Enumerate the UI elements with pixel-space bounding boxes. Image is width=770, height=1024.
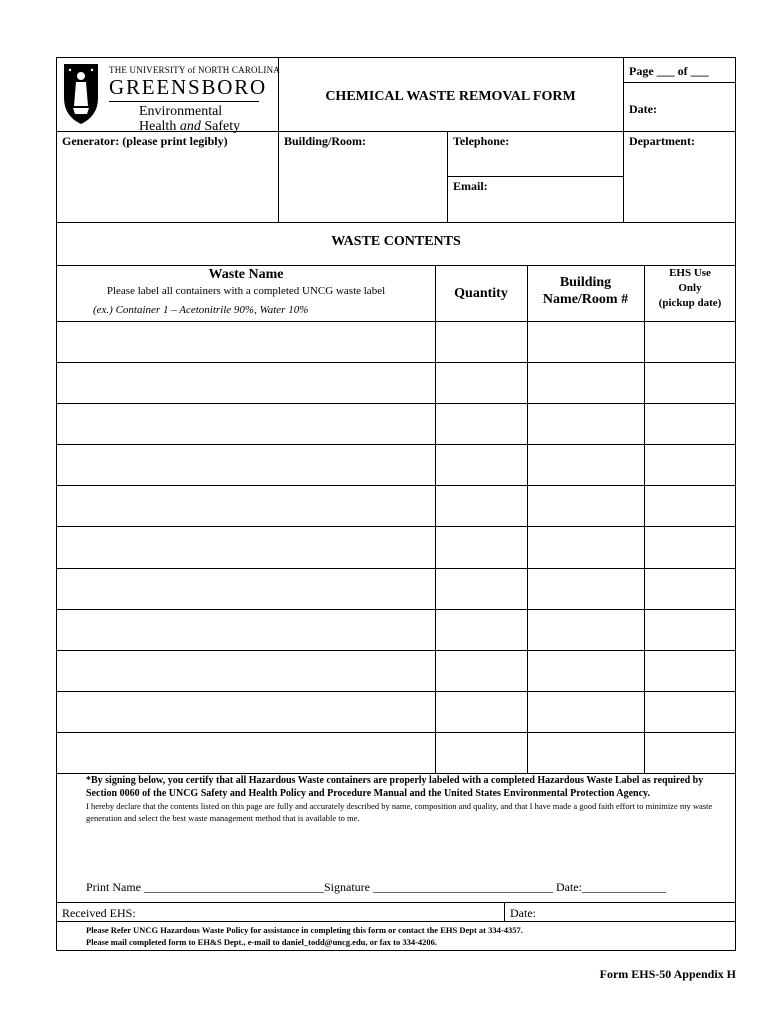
logo-greensboro: GREENSBORO [109, 75, 268, 99]
ehs-header-line3: (pickup date) [658, 297, 722, 309]
col-header-building-room [527, 274, 644, 308]
ehs-header-line2: Only [678, 282, 702, 294]
waste-entry-row[interactable] [57, 322, 735, 362]
waste-entry-row[interactable] [57, 363, 735, 403]
waste-entry-row[interactable] [57, 404, 735, 444]
page-date-divider [623, 82, 736, 83]
certification-declaration: I hereby declare that the contents listed on this page are fully and accurately described by name, composition and quality, and that I have made a good faith effort to minimize my waste generation and select the best waste management method that is available to me. [86, 801, 713, 823]
email-divider [447, 176, 623, 177]
page-number-field[interactable]: Page ___ of ___ [629, 64, 709, 78]
logo-health-safety [139, 119, 240, 135]
received-divider [504, 902, 505, 921]
building-header-line1: Building [559, 275, 612, 290]
waste-entry-row[interactable] [57, 445, 735, 485]
waste-entry-row[interactable] [57, 527, 735, 567]
form-identifier: Form EHS-50 Appendix H [599, 967, 736, 981]
logo-university-line: THE UNIVERSITY of NORTH CAROLINA [109, 65, 281, 75]
ehs-header-line1: EHS Use [669, 267, 711, 279]
received-date-field[interactable]: Date: [510, 906, 536, 920]
building-header-line2: Name/Room # [542, 292, 629, 307]
waste-entry-row[interactable] [57, 651, 735, 691]
received-ehs-field[interactable]: Received EHS: [62, 906, 136, 920]
logo-environmental: Environmental [139, 104, 223, 119]
col-header-quantity: Quantity [454, 286, 508, 301]
waste-entry-row[interactable] [57, 569, 735, 609]
waste-entry-row[interactable] [57, 486, 735, 526]
department-field[interactable]: Department: [629, 134, 695, 148]
generator-top-rule [57, 131, 735, 132]
certification-bold-text: *By signing below, you certify that all Hazardous Waste containers are properly labeled with a completed Hazardous Waste Label as required by Section 0060 of the UNCG Safety and Health Policy and Procedure Manual and the United States Environmental Protection Agency. [86, 775, 704, 799]
col-header-ehs-use [644, 266, 736, 311]
notice-line1: Please Refer UNCG Hazardous Waste Policy for assistance in completing this form or contact the EHS Dept at 334-4357. [86, 925, 523, 935]
notice-top-rule [57, 921, 735, 922]
logo-and: and [179, 119, 201, 134]
certification-statement [86, 774, 726, 824]
chemical-waste-form [56, 57, 736, 951]
logo-divider [109, 101, 259, 102]
university-seal-icon [61, 62, 101, 126]
waste-entry-row[interactable] [57, 610, 735, 650]
form-title: CHEMICAL WASTE REMOVAL FORM [325, 89, 576, 104]
waste-name-hint: Please label all containers with a completed UNCG waste label [106, 285, 386, 297]
received-top-rule [57, 902, 735, 903]
telephone-field[interactable]: Telephone: [453, 134, 510, 148]
waste-header-top-rule [57, 265, 735, 266]
assistance-notice [86, 924, 523, 948]
header-divider-left [278, 58, 279, 222]
building-room-field[interactable]: Building/Room: [284, 134, 367, 148]
email-field[interactable]: Email: [453, 179, 488, 193]
generator-field[interactable]: Generator: (please print legibly) [62, 134, 228, 148]
signature-line[interactable]: Print Name ______________________________Signature ______________________________ Date:______________ [86, 880, 666, 894]
notice-line2: Please mail completed form to EH&S Dept., e-mail to daniel_todd@uncg.edu, or fax to 334-4206. [86, 937, 438, 947]
waste-section-top-rule [57, 222, 735, 223]
col-header-waste-name: Waste Name [208, 267, 284, 282]
logo-safety: Safety [200, 119, 241, 134]
uncg-ehs-logo [61, 62, 281, 134]
waste-entry-row[interactable] [57, 692, 735, 732]
waste-contents-title: WASTE CONTENTS [331, 234, 461, 249]
logo-health: Health [139, 119, 180, 134]
header-date-field[interactable]: Date: [629, 102, 657, 116]
waste-name-example: (ex.) Container 1 – Acetonitrile 90%, Water 10% [93, 304, 309, 316]
waste-entry-row[interactable] [57, 733, 735, 773]
